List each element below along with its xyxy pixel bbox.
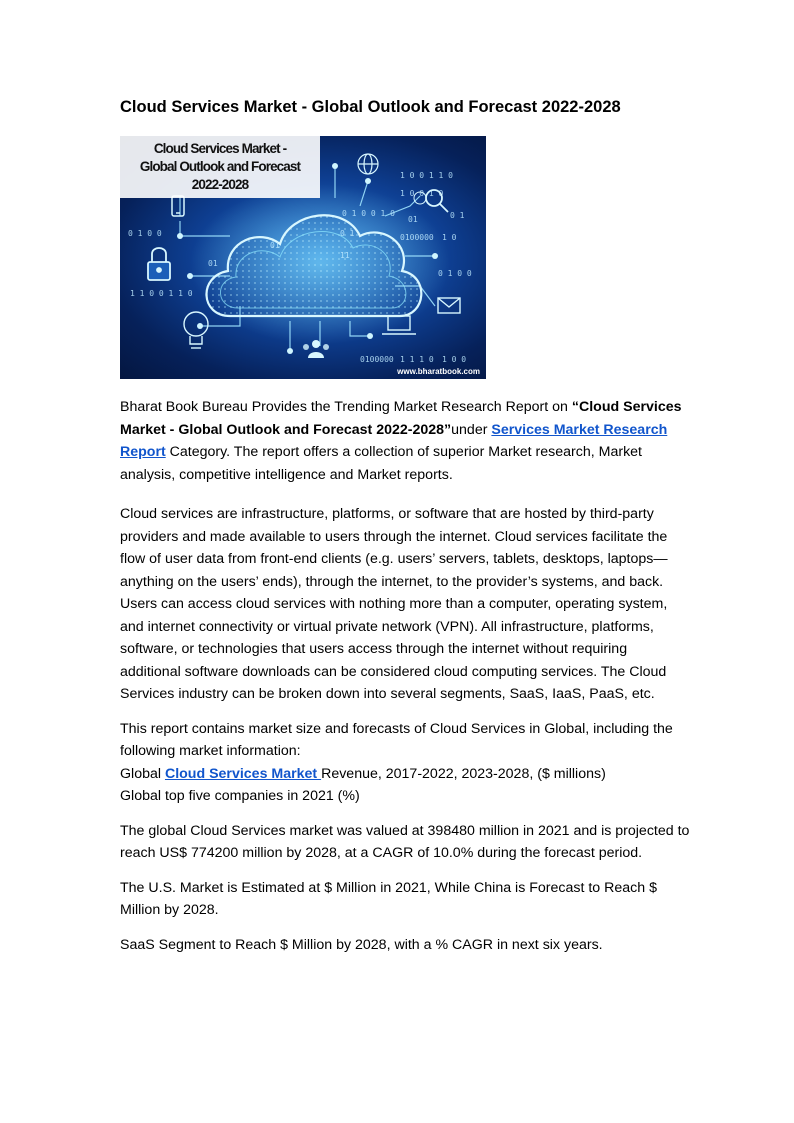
definition-paragraph: [120, 503, 690, 706]
intro-mid: under: [451, 421, 492, 438]
svg-text:1 0: 1 0: [442, 233, 457, 242]
valuation-text: The global Cloud Services market was valued at 398480 million in 2021 and is projected to reach US$ 774200 million by 2028, at a CAGR of 10.0% during the forecast period.: [120, 822, 690, 861]
document-title: Cloud Services Market - Global Outlook and Forecast 2022-2028: [120, 98, 621, 116]
svg-text:0100000: 0100000: [360, 355, 394, 364]
saas-text: SaaS Segment to Reach $ Million by 2028, with a % CAGR in next six years.: [120, 936, 603, 953]
svg-text:1 0 0: 1 0 0: [442, 355, 467, 364]
market-info-prefix: Global: [120, 765, 165, 782]
svg-text:0 1 0 0: 0 1 0 0: [438, 269, 472, 278]
svg-text:01: 01: [408, 215, 418, 224]
svg-text:11: 11: [340, 251, 350, 260]
lock-icon: [148, 248, 170, 280]
valuation-paragraph: [120, 820, 690, 865]
banner-title-line: Global Outlook and Forecast: [139, 159, 301, 174]
banner-title-line: Cloud Services Market -: [153, 141, 287, 156]
svg-text:01: 01: [208, 259, 218, 268]
svg-text:0 1: 0 1: [450, 211, 465, 220]
email-icon: [438, 298, 460, 313]
intro-paragraph: [120, 396, 690, 486]
svg-text:0100000: 0100000: [400, 233, 434, 242]
us-china-text: The U.S. Market is Estimated at $ Million in 2021, While China is Forecast to Reach $ Million by 2028.: [120, 879, 657, 918]
cloud-services-market-link[interactable]: Cloud Services Market: [164, 765, 322, 782]
svg-text:0 1 0 0 1 0: 0 1 0 0 1 0: [342, 209, 395, 218]
globe-icon: [358, 154, 378, 174]
svg-text:1 0 0 1 1 0: 1 0 0 1 1 0: [400, 171, 453, 180]
market-info-intro: This report contains market size and forecasts of Cloud Services in Global, including the following market information:: [120, 720, 673, 759]
market-info-paragraph: [120, 718, 690, 808]
lightbulb-icon: [184, 312, 208, 348]
banner-title: [120, 136, 320, 198]
phone-icon: [172, 196, 184, 216]
saas-paragraph: [120, 934, 690, 957]
market-info-companies: Global top five companies in 2021 (%): [120, 788, 360, 804]
market-info-revenue-text: Revenue, 2017-2022, 2023-2028, ($ millions): [321, 765, 606, 782]
definition-text: Cloud services are infrastructure, platforms, or software that are hosted by third-party providers and made available to users through the internet. Cloud services facilitate the flow of user data from front-end clients (e.g. users’ servers, tablets, desktops, laptops—anything on the users’ ends), through the internet, to the provider’s systems, and back. Users can access cloud services with nothing more than a computer, operating system, and internet connectivity or virtual private network (VPN). All infrastructure, platforms, software, or technologies that users access through the internet without requiring additional software downloads can be considered cloud computing services. The Cloud Services industry can be broken down into several segments, SaaS, IaaS, PaaS, etc.: [120, 506, 668, 702]
market-info-revenue: [120, 763, 690, 786]
svg-text:1 1 1 0: 1 1 1 0: [400, 355, 434, 364]
banner-website: www.bharatbook.com: [397, 367, 480, 376]
intro-prefix: Bharat Book Bureau Provides the Trending Market Research Report on: [120, 399, 572, 415]
svg-text:0 1: 0 1: [340, 229, 355, 238]
svg-text:01: 01: [270, 241, 280, 250]
svg-text:1 0 0 1 0: 1 0 0 1 0: [400, 189, 444, 198]
svg-text:0 1 0 0: 0 1 0 0: [128, 229, 162, 238]
document-page: [120, 96, 690, 956]
intro-suffix: Category. The report offers a collection of superior Market research, Market analysis, competitive intelligence and Market reports.: [120, 444, 642, 483]
svg-text:1 1 0 0 1 1 0: 1 1 0 0 1 1 0: [130, 289, 193, 298]
banner-title-line: 2022-2028: [191, 177, 249, 192]
services-market-research-report-link[interactable]: Services Market Research Report: [120, 421, 668, 460]
report-title-quote: “Cloud Services Market - Global Outlook and Forecast 2022-2028”: [120, 399, 682, 438]
us-china-paragraph: [120, 877, 690, 922]
report-banner-image: [120, 136, 486, 379]
